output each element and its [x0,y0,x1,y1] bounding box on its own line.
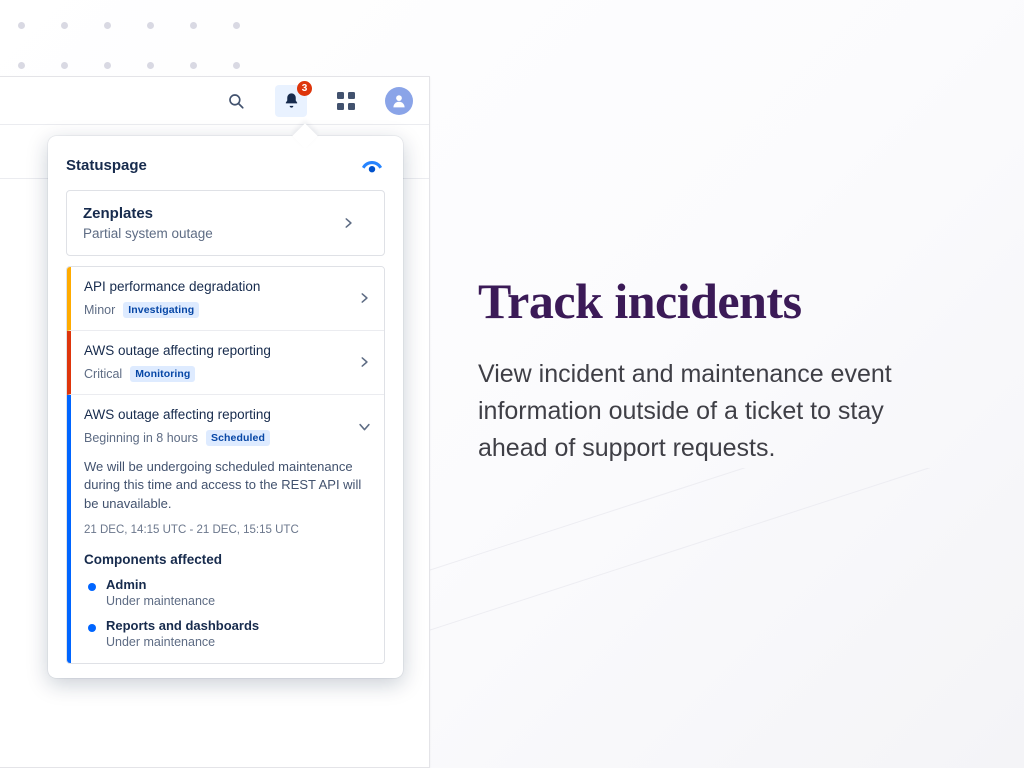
component-state: Under maintenance [106,635,216,650]
incident-description: We will be undergoing scheduled maintenance during this time and access to the REST API will be unavailable. [84,458,362,512]
status-badge: Monitoring [130,366,195,382]
incident-severity: Beginning in 8 hours [84,430,198,445]
incident-title: AWS outage affecting reporting [84,342,271,358]
chevron-right-icon[interactable] [350,291,384,305]
statuspage-logo-icon [359,152,385,178]
decorative-dot-grid [18,22,276,69]
status-dot-icon [88,624,96,632]
popup-title: Statuspage [66,156,147,174]
avatar[interactable] [385,87,413,115]
status-badge: Investigating [123,302,199,318]
component-state: Under maintenance [106,594,216,609]
summary-status: Partial system outage [83,226,213,241]
app-topbar [0,77,429,125]
incident-list [66,266,385,664]
chevron-down-icon[interactable] [350,419,384,434]
chevron-right-icon[interactable] [334,216,368,230]
popup-header [48,136,403,190]
incident-row[interactable] [67,331,384,395]
status-summary-card[interactable] [66,190,385,256]
incident-timeframe: 21 DEC, 14:15 UTC - 21 DEC, 15:15 UTC [84,524,299,537]
chevron-right-icon[interactable] [350,355,384,369]
status-badge: Scheduled [206,430,270,446]
component-item [84,618,370,649]
notifications-button[interactable] [275,82,308,117]
incident-title: AWS outage affecting reporting [84,406,271,422]
incident-row-expanded[interactable] [67,395,384,663]
decorative-sheen [404,468,1024,768]
status-dot-icon [88,583,96,591]
marketing-panel [478,272,978,467]
incident-detail [71,458,384,664]
incident-row[interactable] [67,267,384,331]
summary-site-name: Zenplates [83,205,154,222]
search-icon[interactable] [223,88,249,114]
components-heading: Components affected [84,552,223,568]
page-title: Track incidents [478,273,802,329]
page-description: View incident and maintenance event information outside of a ticket to stay ahead of support requests. [478,360,892,462]
incident-severity: Critical [84,366,123,381]
notifications-badge: 3 [297,81,312,96]
component-name: Admin [106,577,147,593]
statuspage-popup [48,136,403,678]
incident-title: API performance degradation [84,279,261,294]
component-item [84,577,370,608]
grid-apps-icon[interactable] [333,88,359,114]
incident-severity: Minor [84,302,116,317]
component-name: Reports and dashboards [106,618,260,634]
